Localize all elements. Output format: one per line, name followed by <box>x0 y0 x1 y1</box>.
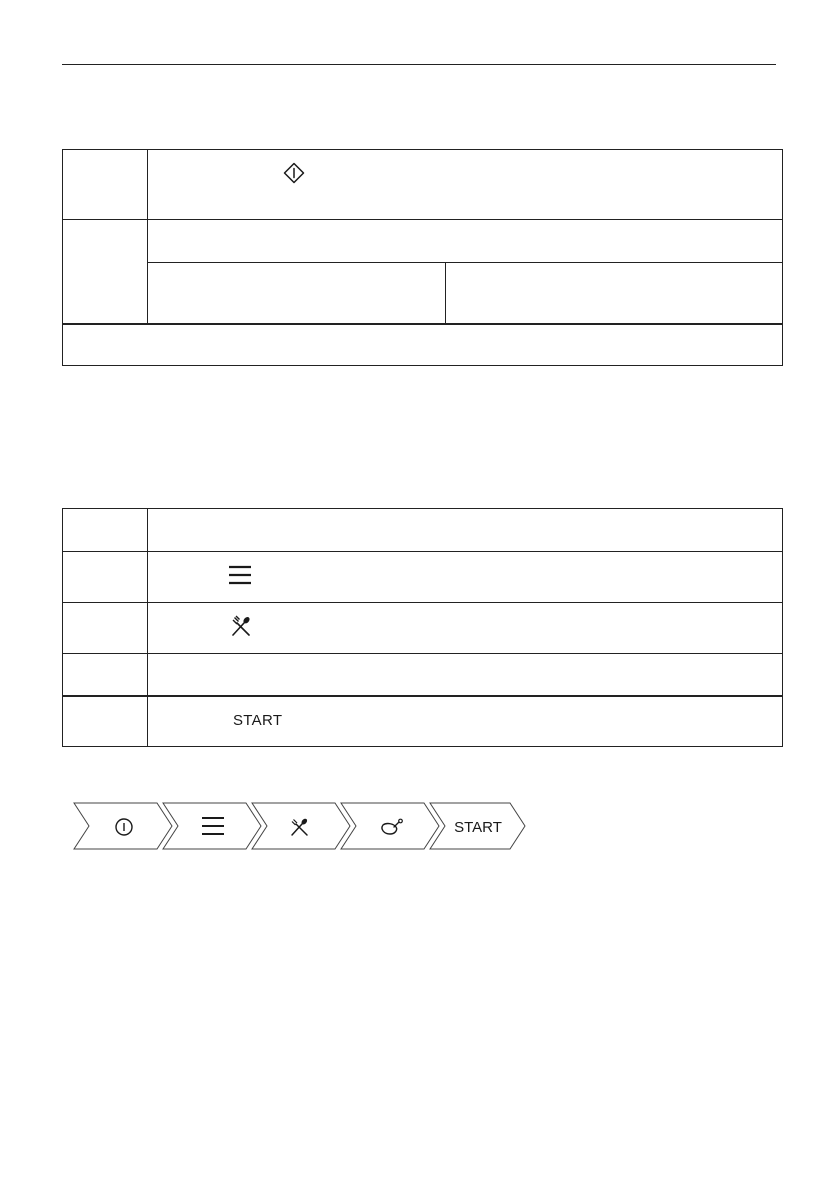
table2-row2-content <box>148 552 783 603</box>
flow-step-4 <box>341 803 439 849</box>
table2-row3-content <box>148 603 783 654</box>
flow-step-1 <box>74 803 172 849</box>
fork-spoon-icon <box>292 818 308 835</box>
table2-row4-content <box>148 654 783 696</box>
table2-row1-step <box>63 509 148 552</box>
table1-row2-step <box>63 220 148 324</box>
fork-spoon-icon <box>230 615 252 642</box>
table1-row1-step <box>63 150 148 220</box>
step-flow <box>70 802 530 850</box>
table2-row1-content <box>148 509 783 552</box>
table2-row5-step <box>63 696 148 747</box>
menu-icon <box>202 818 224 834</box>
info-table-1 <box>62 149 783 366</box>
table1-row3-left <box>148 263 446 324</box>
table1-row1-content <box>148 150 783 220</box>
table2-row5-content <box>148 696 783 747</box>
start-stop-icon <box>283 162 305 189</box>
table2-row4-step <box>63 654 148 696</box>
start-label: START <box>233 712 283 730</box>
power-icon <box>116 819 132 835</box>
flow-start-label: START <box>454 819 502 836</box>
table2-row3-step <box>63 603 148 654</box>
table1-note <box>63 324 783 366</box>
table1-row3-right <box>446 263 783 324</box>
step-flow-chevrons <box>70 802 530 850</box>
table1-row2-content <box>148 220 783 263</box>
table2-row2-step <box>63 552 148 603</box>
header-rule <box>62 64 776 65</box>
menu-icon <box>228 564 252 591</box>
roast-icon <box>382 819 402 834</box>
info-table-2 <box>62 508 783 747</box>
